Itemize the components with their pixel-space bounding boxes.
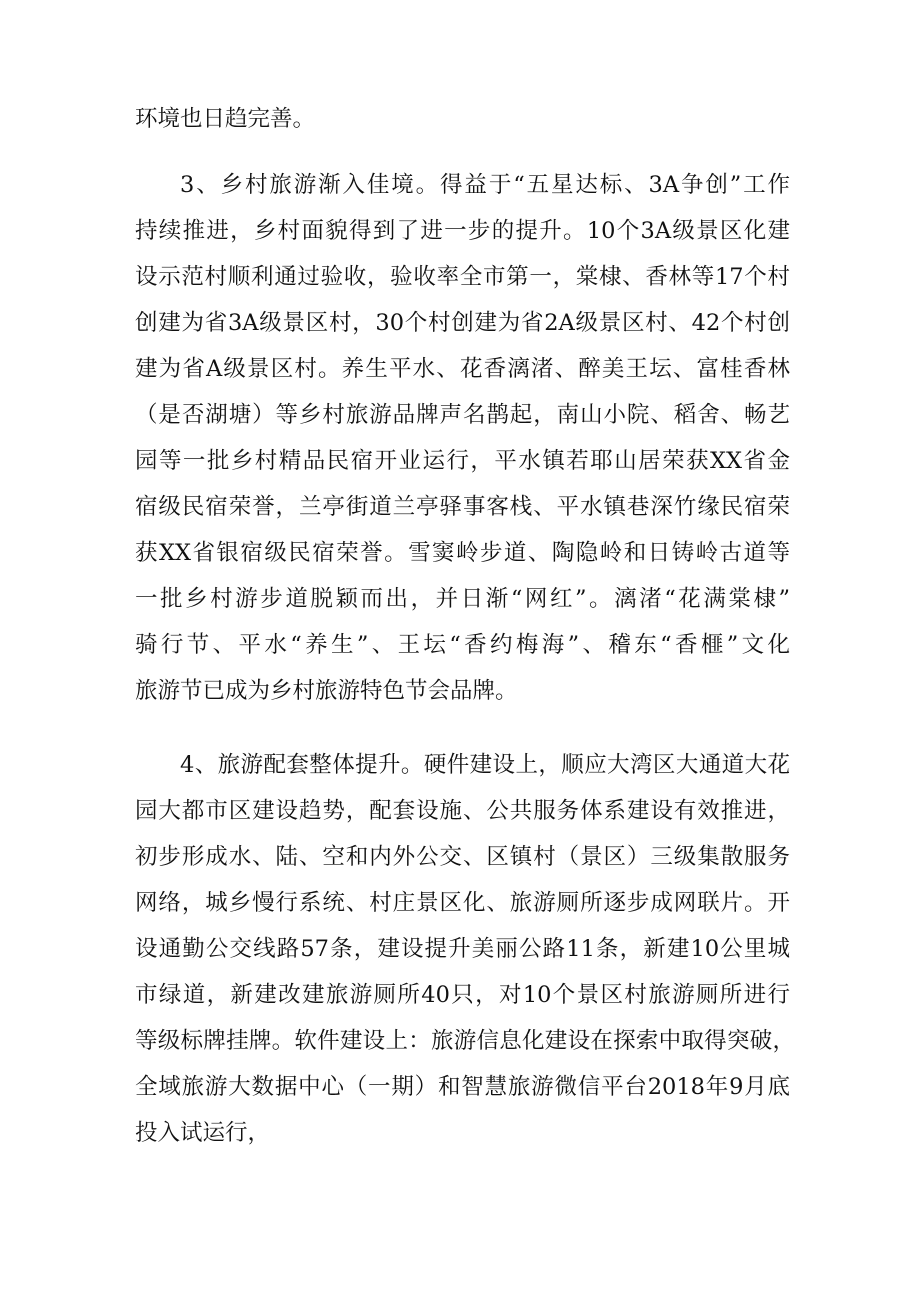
paragraph-3-line-10	[0, 577, 920, 621]
paragraph-3-line-5	[0, 347, 920, 391]
text-line: 建为省A级景区村。养生平水、花香漓渚、醉美王坛、富桂香林	[135, 356, 790, 382]
text-line: 市绿道，新建改建旅游厕所40只，对10个景区村旅游厕所进行	[135, 982, 790, 1008]
text-line: 投入试运行，	[135, 1120, 271, 1146]
paragraph-3-line-11	[0, 623, 920, 667]
text-line: 宿级民宿荣誉，兰亭街道兰亭驿事客栈、平水镇巷深竹缘民宿荣	[135, 494, 790, 520]
paragraph-2-line-1	[0, 97, 920, 141]
text-line: 等级标牌挂牌。软件建设上：旅游信息化建设在探索中取得突破，	[135, 1028, 795, 1054]
text-line: 园等一批乡村精品民宿开业运行，平水镇若耶山居荣获XX省金	[135, 448, 790, 474]
paragraph-3-line-2	[0, 209, 920, 253]
text-line: 设通勤公交线路57条，建设提升美丽公路11条，新建10公里城	[135, 936, 790, 962]
text-line: 获XX省银宿级民宿荣誉。雪窦岭步道、陶隐岭和日铸岭古道等	[135, 540, 790, 566]
paragraph-3-line-9	[0, 531, 920, 575]
text-line: 网络，城乡慢行系统、村庄景区化、旅游厕所逐步成网联片。开	[135, 890, 790, 916]
paragraph-4-line-8	[0, 1065, 920, 1109]
text-line: （是否湖塘）等乡村旅游品牌声名鹊起，南山小院、稻舍、畅艺	[135, 402, 790, 428]
paragraph-3-line-1	[0, 163, 920, 207]
text-line: 骑行节、平水“养生”、王坛“香约梅海”、稽东“香榧”文化	[135, 632, 790, 658]
text-line: 旅游节已成为乡村旅游特色节会品牌。	[135, 678, 518, 704]
paragraph-3-line-12	[0, 669, 920, 713]
text-line: 创建为省3A级景区村，30个村创建为省2A级景区村、42个村创	[135, 310, 790, 336]
text-line: 全域旅游大数据中心（一期）和智慧旅游微信平台2018年9月底	[135, 1074, 790, 1100]
paragraph-3-line-7	[0, 439, 920, 483]
text-line: 3、乡村旅游渐入佳境。得益于“五星达标、3A争创”工作	[180, 172, 790, 198]
text-line: 园大都市区建设趋势，配套设施、公共服务体系建设有效推进，	[135, 798, 790, 824]
paragraph-3-line-4	[0, 301, 920, 345]
paragraph-3-line-3	[0, 255, 920, 299]
text-line: 4、旅游配套整体提升。硬件建设上，顺应大湾区大通道大花	[180, 752, 790, 778]
paragraph-4-line-5	[0, 927, 920, 971]
paragraph-4-line-3	[0, 835, 920, 879]
paragraph-4-line-7	[0, 1019, 920, 1063]
paragraph-3-line-8	[0, 485, 920, 529]
paragraph-4-line-1	[0, 743, 920, 787]
text-line: 一批乡村游步道脱颖而出，并日渐“网红”。漓渚“花满棠棣”	[135, 586, 790, 612]
paragraph-4-line-2	[0, 789, 920, 833]
paragraph-4-line-4	[0, 881, 920, 925]
paragraph-4-line-9	[0, 1111, 920, 1155]
text-line: 环境也日趋完善。	[135, 106, 316, 132]
text-line: 初步形成水、陆、空和内外公交、区镇村（景区）三级集散服务	[135, 844, 790, 870]
text-line: 设示范村顺利通过验收，验收率全市第一，棠棣、香林等17个村	[135, 264, 790, 290]
paragraph-3-line-6	[0, 393, 920, 437]
paragraph-4-line-6	[0, 973, 920, 1017]
text-line: 持续推进，乡村面貌得到了进一步的提升。10个3A级景区化建	[135, 218, 790, 244]
